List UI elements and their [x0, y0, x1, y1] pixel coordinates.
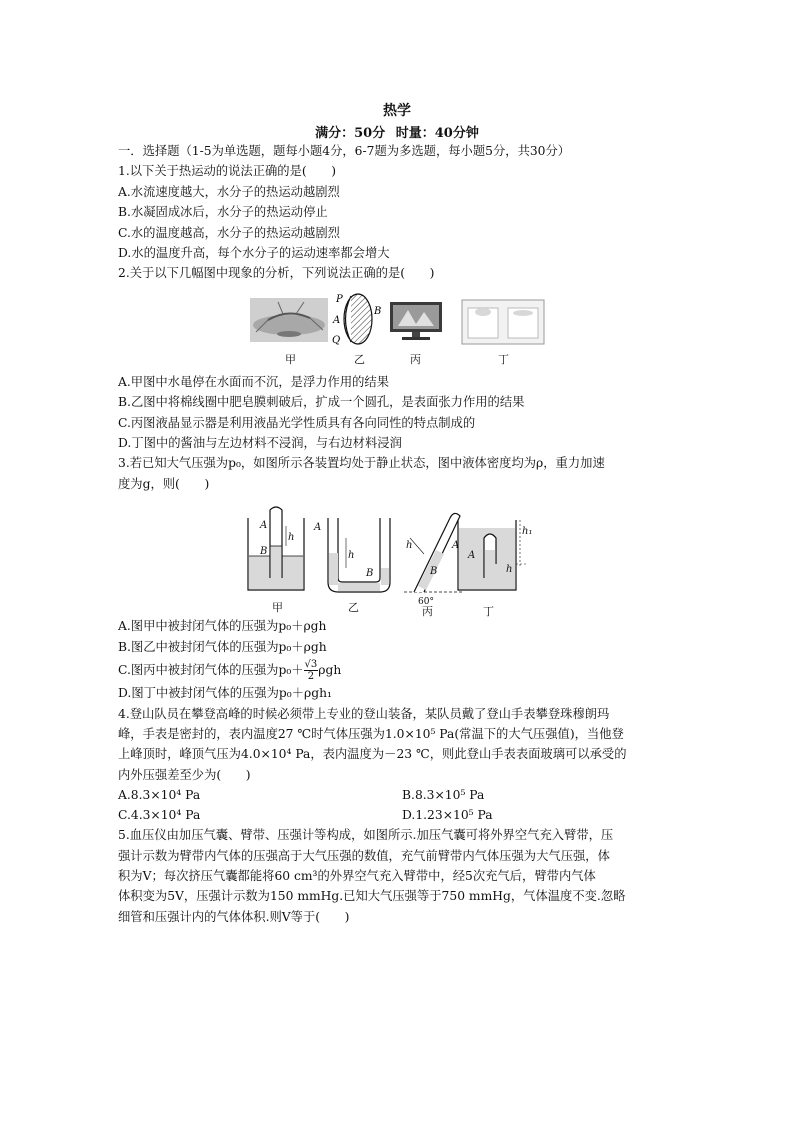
q2-caption-bing: 丙: [410, 352, 421, 366]
label-b: B: [374, 305, 382, 317]
q5-stem-line2: 强计示数为臂带内气体的压强高于大气压强的数值，充气前臂带内气体压强为大气压强，体: [118, 848, 610, 863]
bing-label-b: B: [430, 566, 438, 578]
q4-option-c: C.4.3×10⁴ Pa: [118, 808, 201, 823]
apparatus-ding: [458, 520, 532, 590]
label-a: A: [333, 314, 341, 326]
q1-option-a: A.水流速度越大，水分子的热运动越剧烈: [118, 184, 340, 199]
q5-stem-line4: 体积变为5V，压强计示数为150 mmHg.已知大气压强等于750 mmHg，气体温度不变.忽略: [118, 889, 626, 904]
q1-option-c: C.水的温度越高，水分子的热运动越剧烈: [118, 225, 340, 240]
q3-caption-jia: 甲: [272, 601, 283, 615]
q3-option-c-prefix: C.图丙中被封闭气体的压强为p₀＋: [118, 663, 304, 678]
q1-option-b: B.水凝固成冰后，水分子的热运动停止: [118, 205, 328, 220]
q2-figure: [118, 290, 678, 368]
q3-option-b: B.图乙中被封闭气体的压强为p₀＋ρgh: [118, 639, 327, 654]
q3-caption-yi: 乙: [348, 601, 359, 615]
q3-figure: [118, 498, 678, 619]
ding-label-h1: h₁: [522, 526, 533, 538]
exam-info: 满分：50分 时量：40分钟: [315, 126, 479, 141]
q4-option-b: B.8.3×10⁵ Pa: [402, 788, 485, 803]
q5-stem-line5: 细管和压强计内的气体体积.则V等于( ): [118, 909, 350, 924]
q2-option-b: B.乙图中将棉线圈中肥皂膜刺破后，扩成一个圆孔，是表面张力作用的结果: [118, 395, 525, 410]
q1-stem: 1.以下关于热运动的说法正确的是( ): [118, 164, 337, 179]
apparatus-yi: [313, 518, 390, 592]
q2-caption-yi: 乙: [354, 352, 365, 366]
q2-option-a: A.甲图中水黾停在水面而不沉，是浮力作用的结果: [118, 374, 390, 389]
q3-option-c-suffix: ρgh: [318, 663, 342, 678]
q3-option-c-fraction: [304, 659, 319, 682]
q3-stem-line1: 3.若已知大气压强为p₀，如图所示各装置均处于静止状态，图中液体密度均为ρ，重力加速: [118, 456, 605, 471]
q3-option-c: [118, 657, 678, 683]
bing-label-angle: 60°: [418, 597, 434, 608]
q4-stem-line3: 上峰顶时，峰顶气压为4.0×10⁴ Pa，表内温度为－23 ℃，则此登山手表表面玻璃可以承受的: [118, 747, 627, 762]
bing-label-h: h: [406, 540, 413, 552]
soap-film-diagram: [332, 294, 381, 346]
q5-stem-line1: 5.血压仪由加压气囊、臂带、压强计等构成，如图所示.加压气囊可将外界空气充入臂带，压: [118, 828, 614, 843]
q4-option-d: D.1.23×10⁵ Pa: [402, 808, 493, 823]
jia-label-h: h: [288, 532, 295, 544]
water-strider-image: [250, 298, 328, 342]
q1-option-d: D.水的温度升高，每个水分子的运动速率都会增大: [118, 246, 390, 261]
apparatus-jia: [248, 507, 304, 590]
yi-label-h: h: [348, 550, 355, 562]
q2-option-c: C.丙图液晶显示器是利用液晶光学性质具有各向同性的特点制成的: [118, 415, 476, 430]
yi-label-a: A: [314, 522, 322, 534]
lcd-monitor-image: [390, 302, 442, 340]
q4-stem-line2: 峰，手表是密封的，表内温度27 ℃时气体压强为1.0×10⁵ Pa(常温下的大气压强值)，当他登: [118, 726, 624, 741]
q5-stem-line3: 积为V；每次挤压气囊都能将60 cm³的外界空气充入臂带中，经5次充气后，臂带内气体: [118, 868, 596, 883]
q4-stem-line4: 内外压强差至少为( ): [118, 767, 251, 782]
q3-option-c-denominator: 2: [307, 671, 315, 683]
label-q: Q: [332, 334, 341, 346]
apparatus-bing: [404, 514, 464, 608]
q2-caption-ding: 丁: [498, 352, 509, 366]
q3-option-d: D.图丁中被封闭气体的压强为p₀＋ρgh₁: [118, 686, 332, 701]
yi-label-b: B: [366, 568, 374, 580]
material-blocks-image: [462, 300, 544, 344]
q4-options: [118, 785, 678, 825]
q3-caption-ding: 丁: [483, 605, 494, 619]
bing-label-a: A: [452, 540, 460, 552]
q3-stem-line2: 度为g，则( ): [118, 476, 210, 491]
page-title: 热学: [383, 103, 411, 119]
jia-label-b: B: [260, 546, 268, 558]
q3-option-a: A.图甲中被封闭气体的压强为p₀＋ρgh: [118, 619, 327, 634]
q3-caption-bing: 丙: [422, 605, 433, 619]
q2-caption-jia: 甲: [285, 352, 296, 366]
q4-stem-line1: 4.登山队员在攀登高峰的时候必须带上专业的登山装备，某队员戴了登山手表攀登珠穆朗玛: [118, 706, 610, 721]
q2-option-d: D.丁图中的酱油与左边材料不浸润，与右边材料浸润: [118, 436, 402, 451]
q3-figure-svg: [118, 498, 678, 616]
q2-figure-svg: [118, 290, 678, 368]
jia-label-a: A: [260, 520, 268, 532]
ding-label-a: A: [468, 550, 476, 562]
section-heading: 一．选择题（1-5为单选题，题每小题4分，6-7题为多选题，每小题5分，共30分）: [118, 144, 571, 158]
ding-label-h: h: [506, 564, 513, 576]
q4-option-a: A.8.3×10⁴ Pa: [118, 788, 201, 803]
exam-content: [118, 141, 678, 927]
q3-option-c-numerator: √3: [304, 659, 318, 671]
q2-stem: 2.关于以下几幅图中现象的分析，下列说法正确的是( ): [118, 266, 435, 281]
label-p: P: [336, 293, 343, 305]
